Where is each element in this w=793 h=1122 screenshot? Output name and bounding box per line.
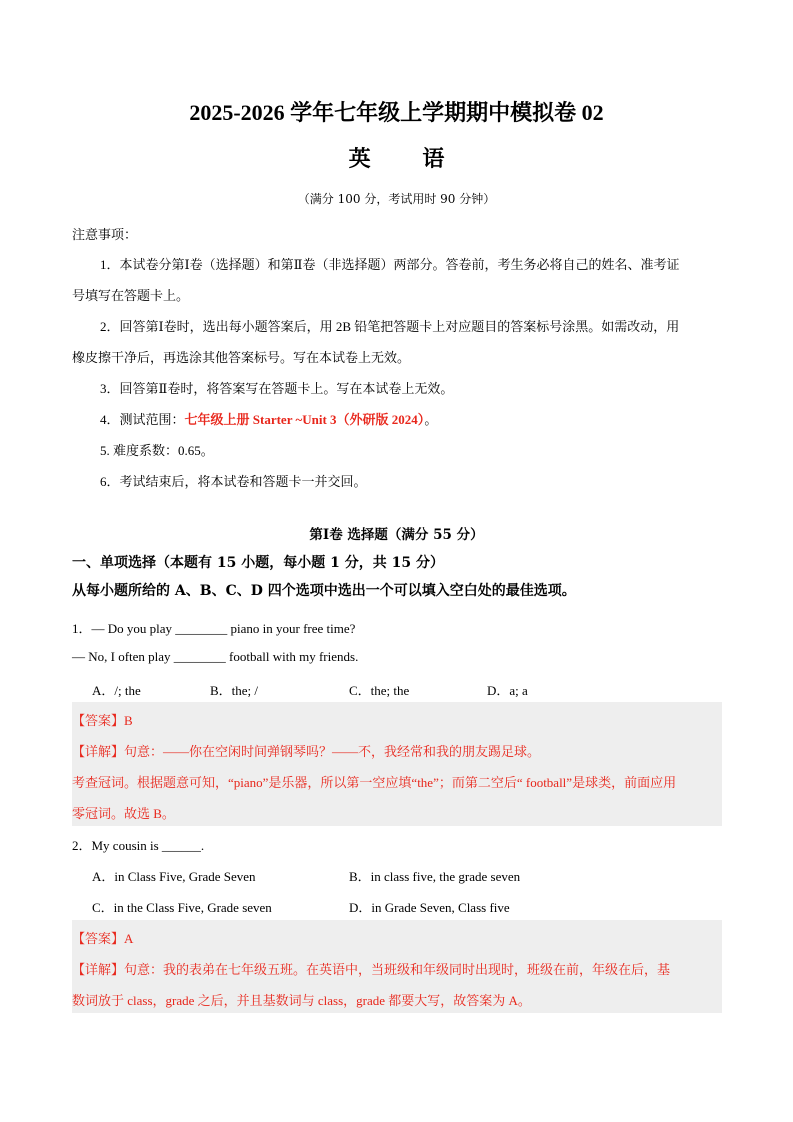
question-2-option-c: C．in the Class Five, Grade seven <box>92 900 272 915</box>
note-item-5: 5. 难度系数：0.65。 <box>100 443 214 458</box>
note-item-2: 2．回答第Ⅰ卷时，选出每小题答案后，用 2B 铅笔把答题卡上对应题目的答案标号涂黑。如需改动，用 <box>100 319 680 334</box>
score-note: （满分 100 分，考试用时 90 分钟） <box>297 192 496 206</box>
question-1-option-d: D．a; a <box>487 683 528 698</box>
notes-heading: 注意事项： <box>72 227 138 242</box>
question-2-option-a: A．in Class Five, Grade Seven <box>92 869 256 884</box>
note-item-6: 6．考试结束后，将本试卷和答题卡一并交回。 <box>100 474 367 489</box>
note-item-1-cont: 号填写在答题卡上。 <box>72 288 190 303</box>
question-1-detail-end: 零冠词。故选 B。 <box>72 806 175 821</box>
question-1-detail-cont: 考查冠词。根据题意可知，“piano”是乐器，所以第一空应填“the”；而第二空后“ football”是球类，前面应用 <box>72 775 677 790</box>
question-1-answer: 【答案】B <box>72 713 133 728</box>
subject-title: 英 语 <box>348 146 467 172</box>
question-1-option-b: B．the; / <box>210 683 259 698</box>
question-1-stem-cont: — No, I often play ________ football with my friends. <box>72 649 359 664</box>
question-2-detail-cont: 数词放于 class，grade 之后，并且基数词与 class，grade 都要大写，故答案为 A。 <box>72 993 531 1008</box>
question-2-answer: 【答案】A <box>72 931 134 946</box>
note-item-2-cont: 橡皮擦干净后，再选涂其他答案标号。写在本试卷上无效。 <box>72 350 411 365</box>
question-2-option-d: D．in Grade Seven, Class five <box>349 900 510 915</box>
part-title: 一、单项选择（本题有 15 小题，每小题 1 分，共 15 分） <box>72 555 444 571</box>
question-1-detail: 【详解】句意：——你在空闲时间弹钢琴吗？——不，我经常和我的朋友踢足球。 <box>72 744 541 759</box>
note-item-1: 1．本试卷分第Ⅰ卷（选择题）和第Ⅱ卷（非选择题）两部分。答卷前，考生务必将自己的姓名、准考证 <box>100 257 680 272</box>
question-1-stem: 1．— Do you play ________ piano in your free time? <box>72 621 356 636</box>
note-item-4-prefix: 4．测试范围： <box>100 412 185 427</box>
question-2-stem: 2．My cousin is ______. <box>72 838 205 853</box>
question-2-detail: 【详解】句意：我的表弟在七年级五班。在英语中，当班级和年级同时出现时，班级在前，年级在后，基 <box>72 962 671 977</box>
part-instruction: 从每小题所给的 A、B、C、D 四个选项中选出一个可以填入空白处的最佳选项。 <box>72 583 576 599</box>
question-2-option-b: B．in class five, the grade seven <box>349 869 521 884</box>
note-item-3: 3．回答第Ⅱ卷时，将答案写在答题卡上。写在本试卷上无效。 <box>100 381 454 396</box>
note-item-4 <box>100 409 437 428</box>
question-1-option-c: C．the; the <box>349 683 410 698</box>
section-title: 第Ⅰ卷 选择题（满分 55 分） <box>309 527 484 543</box>
test-range: 七年级上册 Starter ~Unit 3（外研版 2024） <box>184 412 425 427</box>
note-item-4-suffix: 。 <box>424 412 438 427</box>
exam-title: 2025-2026 学年七年级上学期期中模拟卷 02 <box>189 100 604 125</box>
question-1-option-a: A．/; the <box>92 683 141 698</box>
